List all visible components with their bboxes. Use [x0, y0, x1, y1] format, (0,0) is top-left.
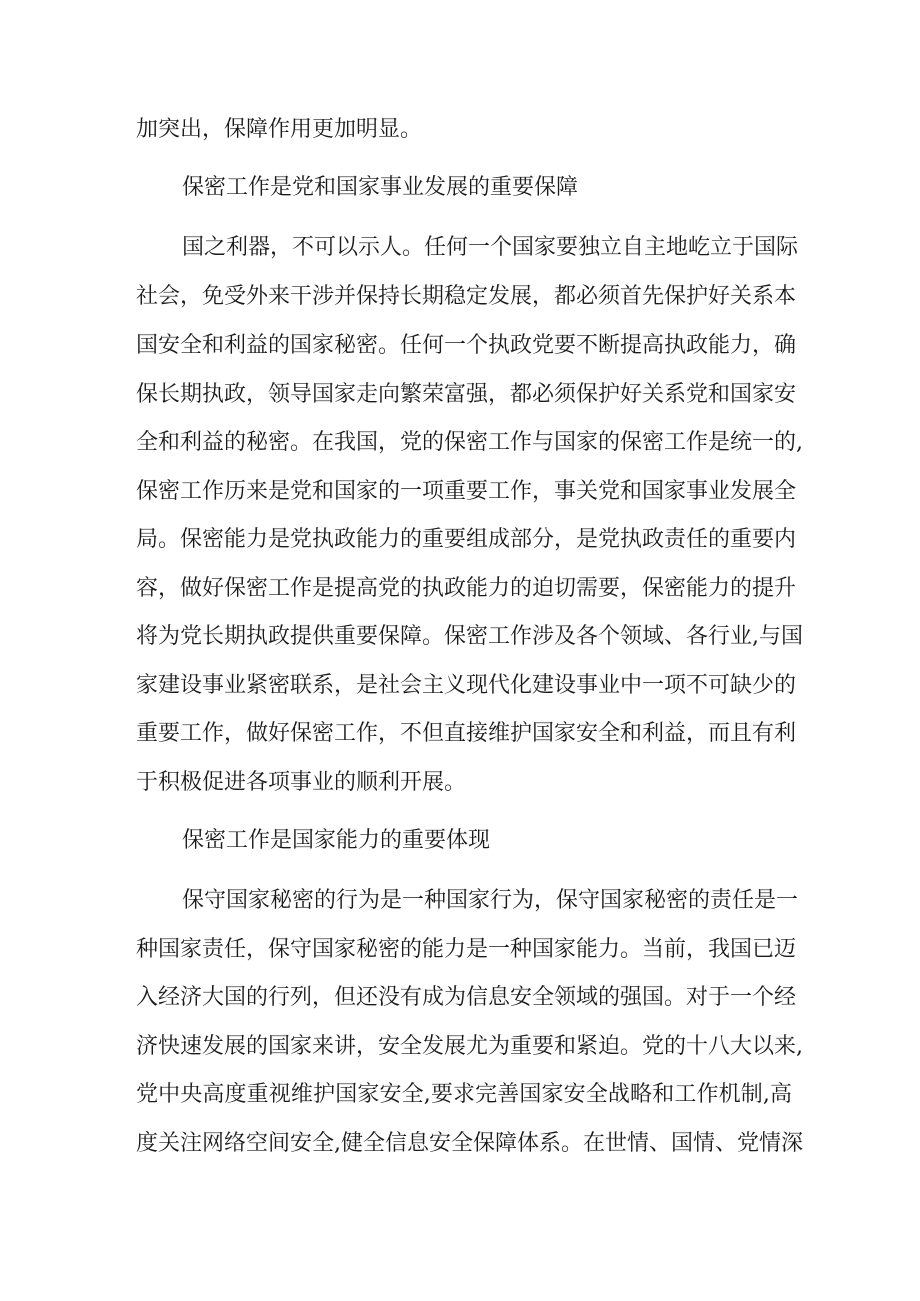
paragraph-line: 社会，免受外来干涉并保持长期稳定发展，都必须首先保护好关系本: [136, 284, 797, 309]
paragraph-line: 容，做好保密工作是提高党的执政能力的迫切需要，保密能力的提升: [136, 576, 797, 601]
paragraph-line: 国之利器，不可以示人。任何一个国家要独立自主地屹立于国际: [182, 235, 799, 260]
paragraph-line: 济快速发展的国家来讲，安全发展尤为重要和紧迫。党的十八大以来,: [136, 1034, 803, 1059]
paragraph-line: 将为党长期执政提供重要保障。保密工作涉及各个领域、各行业,与国: [136, 624, 803, 649]
paragraph-line: 于积极促进各项事业的顺利开展。: [136, 770, 467, 795]
paragraph-line: 党中央高度重视维护国家安全,要求完善国家安全战略和工作机制,高: [136, 1082, 792, 1107]
section-heading: 保密工作是国家能力的重要体现: [182, 828, 491, 853]
paragraph-line: 保密工作历来是党和国家的一项重要工作，事关党和国家事业发展全: [136, 479, 797, 504]
paragraph-line: 种国家责任，保守国家秘密的能力是一种国家能力。当前，我国已迈: [136, 937, 797, 962]
paragraph-line: 保长期执政，领导国家走向繁荣富强，都必须保护好关系党和国家安: [136, 382, 797, 407]
paragraph-line: 加突出，保障作用更加明显。: [136, 117, 423, 142]
paragraph-line: 度关注网络空间安全,健全信息安全保障体系。在世情、国情、党情深: [136, 1131, 803, 1156]
paragraph-line: 保守国家秘密的行为是一种国家行为，保守国家秘密的责任是一: [182, 888, 799, 913]
paragraph-line: 重要工作，做好保密工作，不但直接维护国家安全和利益，而且有利: [136, 721, 797, 746]
paragraph-line: 局。保密能力是党执政能力的重要组成部分，是党执政责任的重要内: [136, 527, 797, 552]
paragraph-line: 家建设事业紧密联系，是社会主义现代化建设事业中一项不可缺少的: [136, 673, 797, 698]
paragraph-line: 全和利益的秘密。在我国，党的保密工作与国家的保密工作是统一的,: [136, 430, 803, 455]
paragraph-line: 入经济大国的行列，但还没有成为信息安全领域的强国。对于一个经: [136, 985, 797, 1010]
section-heading: 保密工作是党和国家事业发展的重要保障: [182, 175, 579, 200]
paragraph-line: 国安全和利益的国家秘密。任何一个执政党要不断提高执政能力，确: [136, 333, 797, 358]
